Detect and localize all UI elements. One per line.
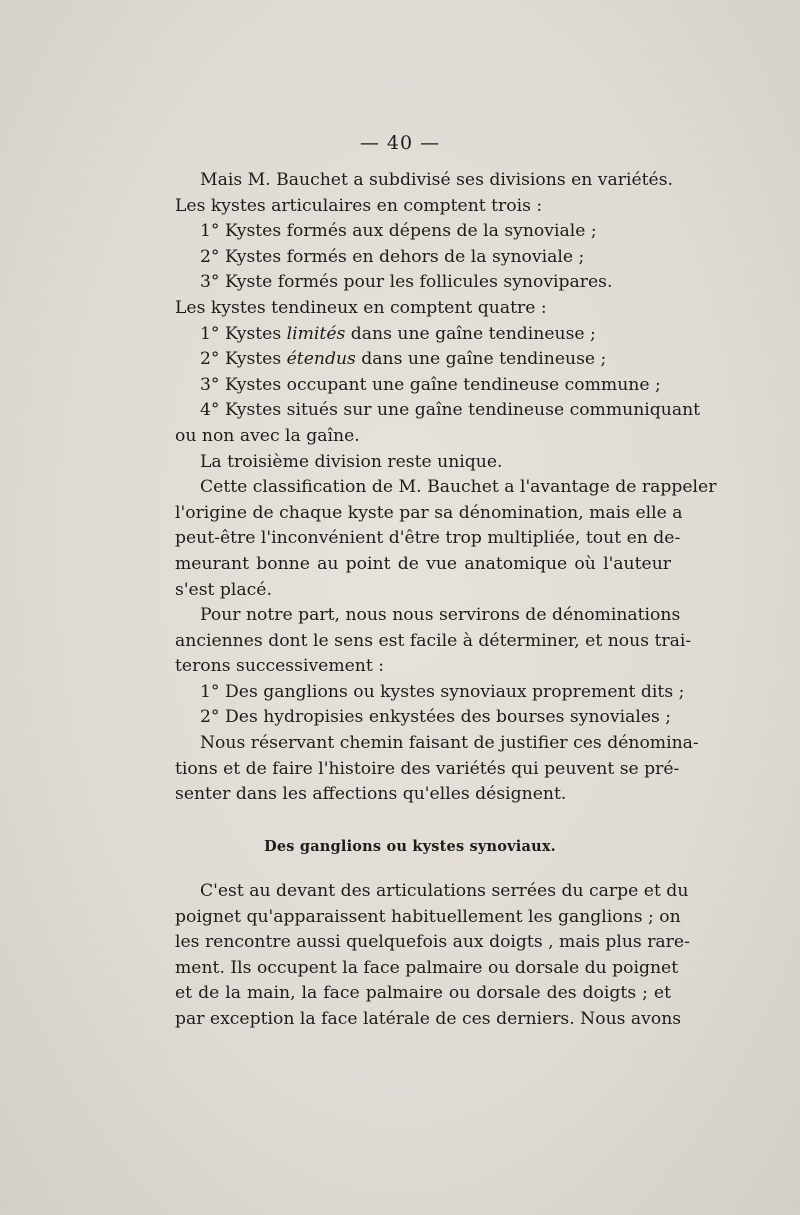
text-line: poignet qu'apparaissent habituellement les ganglions ; on [175, 906, 681, 927]
text-segment: dans une gaîne tendineuse ; [355, 349, 607, 370]
text-segment: 2° Kystes [200, 349, 287, 370]
text-line: senter dans les affections qu'elles désignent. [175, 784, 567, 805]
text-line: Mais M. Bauchet a subdivisé ses divisions en variétés. [200, 170, 674, 190]
text-line [175, 322, 671, 348]
text-line: 3° Kystes occupant une gaîne tendineuse commune ; [200, 374, 661, 395]
text-line: Les kystes tendineux en comptent quatre : [175, 297, 547, 318]
text-line: et de la main, la face palmaire ou dorsale des doigts ; et [175, 983, 671, 1004]
section-text-block [175, 879, 690, 1033]
text-line: par exception la face latérale de ces derniers. Nous avons [175, 1008, 682, 1029]
main-text-block [175, 168, 717, 808]
text-segment: dans une gaîne tendineuse ; [345, 323, 596, 344]
text-line: terons successivement : [175, 656, 385, 677]
text-line: peut-être l'inconvénient d'être trop multipliée, tout en de- [175, 528, 681, 549]
page-number: — 40 — [359, 132, 441, 154]
text-line: ment. Ils occupent la face palmaire ou dorsale du poignet [175, 957, 679, 978]
italic-term: limités [286, 323, 346, 344]
text-line: l'origine de chaque kyste par sa dénomination, mais elle a [175, 502, 683, 523]
text-line: Les kystes articulaires en comptent trois : [175, 195, 543, 216]
text-segment: 1° Kystes [200, 323, 287, 344]
section-heading: Des ganglions ou kystes synoviaux. [264, 838, 556, 855]
text-line: 2° Des hydropisies enkystées des bourses synoviales ; [200, 707, 672, 728]
text-line: 2° Kystes formés en dehors de la synoviale ; [200, 246, 585, 267]
text-line: meurant bonne au point de vue anatomique où l'auteur [175, 553, 671, 574]
text-line: 1° Des ganglions ou kystes synoviaux proprement dits ; [200, 681, 685, 702]
text-line: Nous réservant chemin faisant de justifier ces dénomina- [200, 733, 699, 754]
text-line: 3° Kyste formés pour les follicules synovipares. [200, 272, 613, 293]
italic-term: étendus [286, 349, 356, 370]
text-line: 4° Kystes situés sur une gaîne tendineuse communiquant [200, 400, 701, 421]
text-line: C'est au devant des articulations serrées du carpe et du [200, 881, 689, 901]
text-line: Cette classification de M. Bauchet a l'avantage de rappeler [200, 477, 717, 498]
text-line [175, 347, 671, 373]
text-line: anciennes dont le sens est facile à déterminer, et nous trai- [175, 630, 692, 651]
text-line: La troisième division reste unique. [200, 451, 503, 472]
text-line: les rencontre aussi quelquefois aux doigts , mais plus rare- [175, 932, 690, 953]
text-line: s'est placé. [175, 579, 272, 600]
text-line: 1° Kystes formés aux dépens de la synoviale ; [200, 221, 597, 242]
text-line: ou non avec la gaîne. [175, 425, 360, 446]
text-line: Pour notre part, nous nous servirons de dénominations [200, 605, 681, 626]
text-line: tions et de faire l'histoire des variétés qui peuvent se pré- [175, 758, 680, 779]
